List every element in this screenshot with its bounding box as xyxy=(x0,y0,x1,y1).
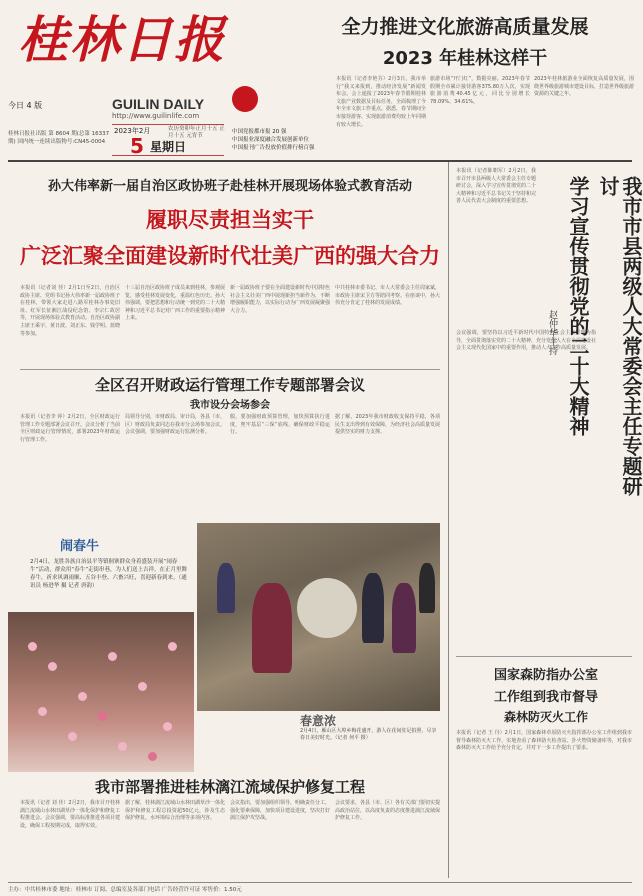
lead-kicker: 孙大伟率新一届自治区政协班子赴桂林开展现场体验式教育活动 xyxy=(47,179,412,194)
site-url[interactable]: http://www.guilinlife.com xyxy=(112,112,200,120)
footer: 主办：中共桂林市委 地址：桂林市 订阅、总编室及各部门电话 广告经营许可证 零售价：1.50元 xyxy=(8,882,632,893)
divider xyxy=(20,369,440,370)
date-day: 5 xyxy=(130,134,144,158)
photo-title: 春意浓 xyxy=(300,714,337,728)
date-line: 2023年2月 xyxy=(114,127,151,135)
weekday: 星期日 xyxy=(150,140,187,154)
section2-col: 局领导分别，市财政局、审计局，各县（市、区）财政局负责同志在我市分会场参加会议。会议强调，要加强财政运行监测分析。 xyxy=(125,414,226,436)
lead-col: 本报讯（记者刘 佳）2月1日至2日，自治区政协主席、党组书记孙大伟率新一届政协班子在桂林，带领大家走进八路军桂林办事处旧址、红军长征湘江战役纪念馆、李宗仁故居等，开展现场体验式教育活动。自治区政协副主席王乘宇、黄日波、刘正东、钱学明、蓝晓等参加。 xyxy=(20,285,121,337)
lead-col: 中共桂林市委书记、市人大常委会主任周家斌，市政协主席宋卫方等陪同考察。在座谈中，孙大伟充分肯定了桂林的发展成绩。 xyxy=(335,285,441,307)
honors-list xyxy=(232,128,332,152)
page-count: 今日 4 版 xyxy=(8,101,43,110)
masthead-logo: 桂林日报 xyxy=(18,10,226,69)
bottom-col: 会议要求，各县（市、区）各有关部门要切实提高政治站位，以高度负责的态度推进漓江流域保护修复工作。 xyxy=(335,800,441,822)
bottom-col: 会议指出，要加强组织领导，明确责任分工，强化要素保障，加快项目建设进度，坚决打好漓江保护攻坚战。 xyxy=(230,800,331,822)
masthead-rule xyxy=(8,160,632,162)
lead-headline-1: 履职尽责担当实干 xyxy=(146,208,314,232)
right-headline-3: 森林防灭火工作 xyxy=(503,710,588,724)
column-rule xyxy=(448,162,449,878)
section2-col: 本报讯（记者李 萍）2月2日，全区财政运行管理工作专题部署会议召开。会议分析了当前全区财政运行管理情况，部署2023年财政运行管理工作。 xyxy=(20,414,121,443)
section2-title: 全区召开财政运行管理工作专题部署会议 xyxy=(94,376,365,394)
section2-col: 据了解，2023年我市财政收支保持平稳，各项民生支出得到有效保障，为经济社会高质量发展提供坚实的财力支撑。 xyxy=(335,414,441,436)
top-headline-2: 2023 年桂林这样干 xyxy=(382,48,548,69)
lead-col: 新一届政协班子要在全面建设新时代中国特色社会主义壮美广西中展现新担当新作为，不断增强履职能力，以实际行动为广西发展凝聚强大合力。 xyxy=(230,285,331,314)
top-article-col: 旅游市场“开门红”，数据亮丽。2023年春节假期全市累计接待游客375.80万人次，实现旅游消费40.45亿元，同比分别增长78.09%、34.61%。 xyxy=(430,76,530,105)
honor-item: 中国党报都市报 20 强 xyxy=(232,129,287,135)
byline: 赵仲华主持 xyxy=(547,310,557,355)
right-headline-1: 国家森防指办公室 xyxy=(493,668,598,683)
lunar-date: 农历癸卯年正月十五 正月十五 元宵节 xyxy=(168,126,225,139)
publisher-info: 桂林日报社出版 第 8604 期(总第 16337 期) 国内统一连续出版物号:CN45-0004 xyxy=(8,131,110,145)
lead-col: 十三届自治区政协班子成员来到桂林，参观展览，感受桂林发展变化，重温红色历史。孙大伟强调，要把思想和行动统一到党的二十大精神和习近平总书记对广西工作的重要指示精神上来。 xyxy=(125,285,226,322)
blossom-photo xyxy=(8,612,194,772)
top-article-col: 本报讯（记者李艳芬）2月3日，我市举行“我又来报到，推动经济发展”新闻发布会。会上通报了2023年春节假期桂林文旅产业数据及目标任务，全面梳理了今年全市文旅工作重点。据悉，春节期间全市接待游客、实现旅游消费均较上年同期有较大增长。 xyxy=(336,76,427,128)
english-name: GUILIN DAILY xyxy=(112,96,205,112)
bottom-headline: 我市部署推进桂林漓江流域保护修复工程 xyxy=(94,778,365,796)
top-headline-1: 全力推进文化旅游高质量发展 xyxy=(341,16,589,38)
emblem-icon xyxy=(232,86,258,112)
festival-photo xyxy=(197,523,440,711)
honor-item: 中国报业深度融合发展创新单位 xyxy=(232,137,310,143)
honor-item: 中国报刊广告投放价值排行榜百强 xyxy=(232,145,315,151)
section2-col: 服，要加强财政预算管理，加快预算执行进度，兜牢基层“三保”底线，确保财政平稳运行。 xyxy=(230,414,330,436)
bottom-col: 据了解，桂林漓江流域山水林田湖草沙一体化保护和修复工程总投资超50亿元，涉及生态保护修复、水环境综合治理等多项内容。 xyxy=(125,800,226,822)
poem-title: 闹春牛 xyxy=(60,539,100,554)
right-col: 本报讯（记者陈朝军）2月2日，我市召开市县两级人大常委会主任专题研讨会，深入学习宣传贯彻党的二十大精神和习近平总书记关于坚持和完善人民代表大会制度的重要思想。 xyxy=(456,168,537,205)
divider xyxy=(456,656,632,657)
right-headline-2: 工作组到我市督导 xyxy=(493,690,598,705)
right-vtitle-1: 我市市县两级人大常委会主任专题研讨 xyxy=(596,176,643,496)
lead-headline-2: 广泛汇聚全面建设新时代壮美广西的强大合力 xyxy=(20,244,440,268)
right-col: 会议强调，要坚持以习近平新时代中国特色社会主义思想为指导，全面贯彻落实党的二十大精神，充分发挥人大在全面建设社会主义现代化国家中的重要作用，推动人大工作高质量发展。 xyxy=(456,330,597,352)
section2-subtitle: 我市设分会场参会 xyxy=(190,400,270,411)
photo-caption: 2月4日，雁山区大埠乡梅花盛开，游人在花间驻足拍照，尽享春日美好时光。（记者 何平 摄） xyxy=(300,728,437,741)
right-col: 本报讯（记者 王 丹）2月1日，国家森林草原防灭火指挥部办公室工作组到我市督导森林防灭火工作，实地查看了森林防火检查站、扑火物资储备库等，对我市森林防灭火工作给予充分肯定，并对下一步工作提出了要求。 xyxy=(456,730,632,752)
top-article-col: 2023年桂林旅游业全面恢复高质量发展，围绕世界级旅游城市建设目标，打造世界级旅游资源的关键之年。 xyxy=(534,76,635,98)
right-vtitle-2: 学习宣传贯彻党的二十大精神 xyxy=(566,176,590,436)
bottom-col: 本报讯（记者 刘 佳）2月2日，我市召开桂林漓江流域山水林田湖草沙一体化保护和修复工程推进会。会议强调，要高标准推进各项目建设，确保工程按期完成，取得实效。 xyxy=(20,800,121,829)
poem-body: 2月4日，龙胜各族自治县平等镇侗寨群众身着盛装开展“闹春牛”活动，群众用“春牛”走街串巷，为人们送上吉祥。在正月里舞春牛，祈求风调雨顺、五谷丰登、六畜兴旺，喜迎新春到来。（通讯员 杨进华 摄 记者 唐韵） xyxy=(30,559,188,589)
